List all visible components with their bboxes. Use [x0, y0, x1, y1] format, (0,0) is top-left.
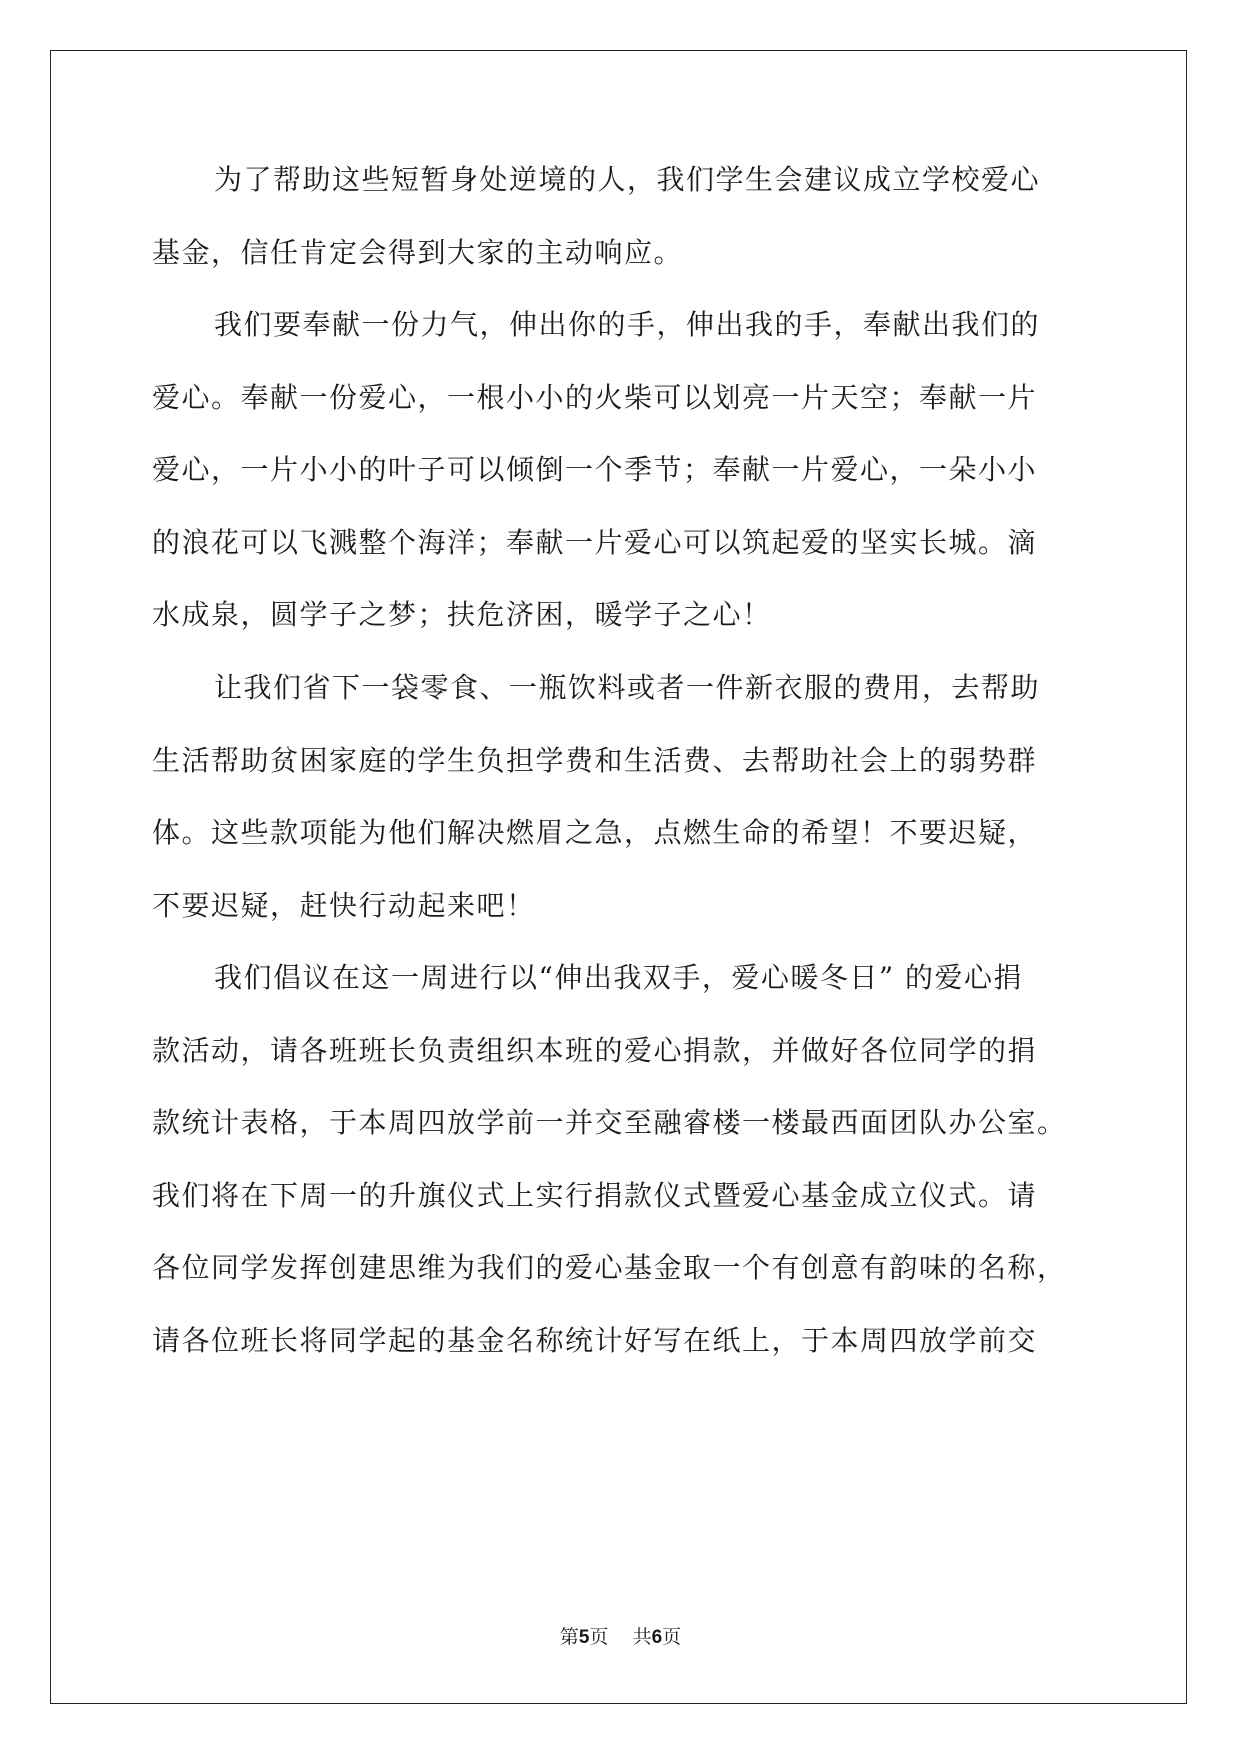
total-suffix: 页	[662, 1626, 682, 1648]
paragraph-4-line-3: 款统计表格，于本周四放学前一并交至融睿楼一楼最西面团队办公室。	[152, 1106, 1067, 1139]
paragraph-3-line-1: 让我们省下一袋零食、一瓶饮料或者一件新衣服的费用，去帮助	[214, 671, 1041, 704]
paragraph-2-line-3: 爱心，一片小小的叶子可以倾倒一个季节；奉献一片爱心，一朵小小	[152, 453, 1038, 486]
page-border	[50, 50, 1187, 1704]
paragraph-2-line-1: 我们要奉献一份力气，伸出你的手，伸出我的手，奉献出我们的	[214, 308, 1041, 341]
total-page-number: 6	[651, 1627, 663, 1648]
paragraph-3-line-2: 生活帮助贫困家庭的学生负担学费和生活费、去帮助社会上的弱势群	[152, 744, 1038, 777]
paragraph-2-line-2: 爱心。奉献一份爱心，一根小小的火柴可以划亮一片天空；奉献一片	[152, 381, 1038, 414]
paragraph-4-line-5: 各位同学发挥创建思维为我们的爱心基金取一个有创意有韵味的名称，	[152, 1251, 1067, 1284]
paragraph-1-line-1: 为了帮助这些短暂身处逆境的人，我们学生会建议成立学校爱心	[214, 163, 1041, 196]
paragraph-3-line-3: 体。这些款项能为他们解决燃眉之急，点燃生命的希望！不要迟疑，	[152, 816, 1038, 849]
paragraph-3-line-4: 不要迟疑，赶快行动起来吧！	[152, 889, 536, 922]
total-prefix: 共	[632, 1626, 652, 1648]
paragraph-4-line-1: 我们倡议在这一周进行以“伸出我双手，爱心暖冬日” 的爱心捐	[214, 961, 1024, 994]
paragraph-2-line-4: 的浪花可以飞溅整个海洋；奉献一片爱心可以筑起爱的坚实长城。滴	[152, 526, 1038, 559]
paragraph-1-line-2: 基金，信任肯定会得到大家的主动响应。	[152, 236, 684, 269]
page-suffix: 页	[589, 1626, 609, 1648]
paragraph-4-line-2: 款活动，请各班班长负责组织本班的爱心捐款，并做好各位同学的捐	[152, 1034, 1038, 1067]
page-footer	[0, 1625, 1241, 1650]
paragraph-4-line-6: 请各位班长将同学起的基金名称统计好写在纸上，于本周四放学前交	[152, 1324, 1038, 1357]
page-prefix: 第	[559, 1626, 579, 1648]
paragraph-4-line-4: 我们将在下周一的升旗仪式上实行捐款仪式暨爱心基金成立仪式。请	[152, 1179, 1038, 1212]
current-page-number: 5	[578, 1627, 590, 1648]
paragraph-2-line-5: 水成泉，圆学子之梦；扶危济困，暖学子之心！	[152, 598, 772, 631]
